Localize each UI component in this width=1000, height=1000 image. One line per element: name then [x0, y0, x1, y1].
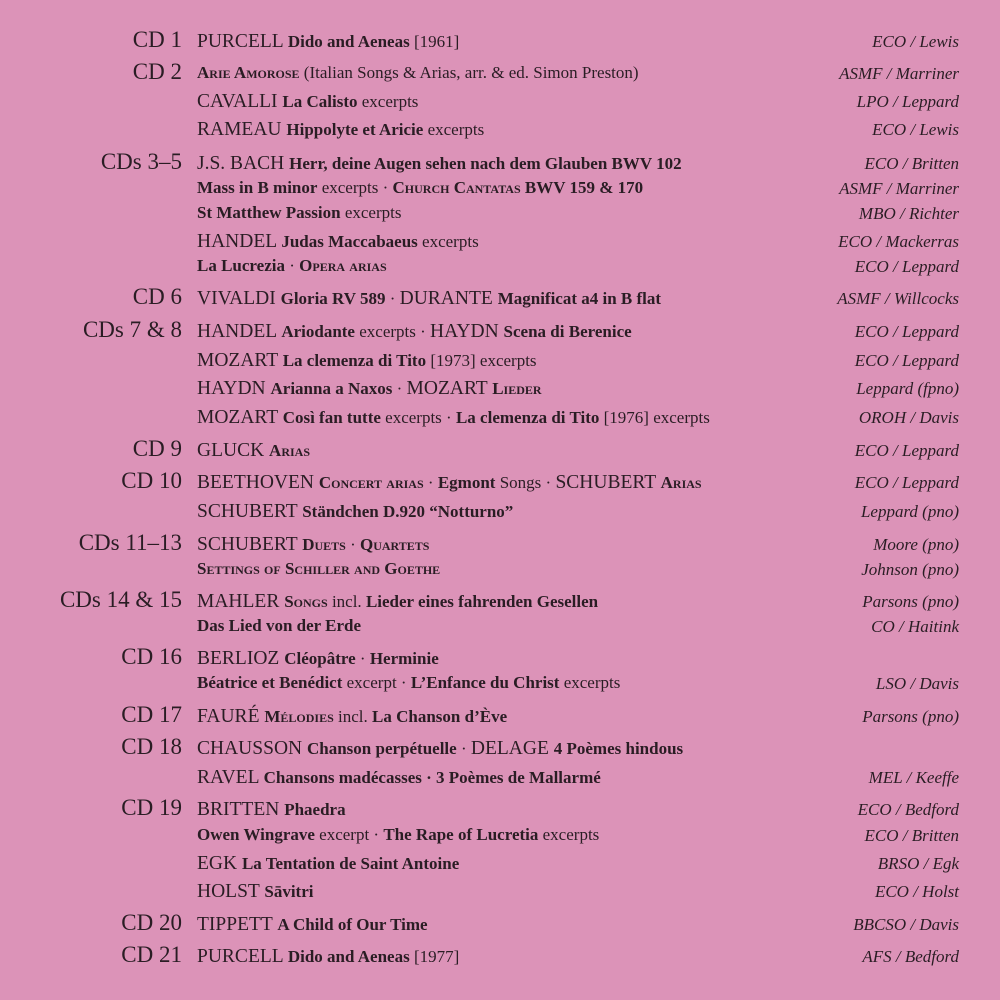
cd-number: CD 2 [132, 59, 182, 84]
composer-name: BERLIOZ [197, 648, 285, 669]
performers: ECO / Lewis [872, 120, 959, 139]
composer-name: MOZART [197, 407, 283, 428]
performers: Johnson (pno) [861, 560, 959, 579]
work-title [197, 799, 346, 821]
work-segment: [1961] [409, 32, 460, 51]
performers: LSO / Davis [875, 674, 959, 693]
work-title [197, 738, 683, 760]
work-segment: La Lucrezia [197, 256, 285, 275]
work-segment: Duets [302, 535, 346, 554]
composer-name: MAHLER [197, 591, 285, 612]
composer-name: VIVALDI [197, 288, 281, 309]
work-segment: [1973] excerpts [426, 351, 537, 370]
work-title [197, 472, 702, 494]
work-segment: excerpts [559, 673, 621, 692]
work-title [197, 825, 599, 845]
performers: ASMF / Marriner [839, 179, 959, 198]
composer-name: HOLST [197, 881, 265, 902]
work-segment: excerpts [340, 203, 402, 222]
performers: ECO / Holst [874, 882, 959, 901]
cd-number: CD 20 [121, 910, 182, 935]
cd-number: CD 19 [121, 795, 182, 820]
performers: ECO / Leppard [854, 322, 959, 341]
cd-number: CDs 3–5 [100, 149, 182, 174]
composer-name: FAURÉ [197, 706, 265, 727]
work-segment: excerpts [417, 232, 479, 251]
performers: BBCSO / Davis [853, 915, 959, 934]
cd-number: CD 21 [121, 942, 182, 967]
work-segment: The Rape of Lucretia [383, 825, 539, 844]
composer-name: PURCELL [197, 946, 288, 967]
work-title [197, 119, 484, 141]
composer-name: EGK [197, 853, 242, 874]
cd-number: CD 18 [121, 734, 182, 759]
work-segment: Songs · [495, 473, 556, 492]
work-title [197, 616, 361, 636]
composer-name: HANDEL [197, 321, 282, 342]
composer-name: PURCELL [197, 31, 288, 52]
work-segment: Songs [284, 592, 328, 611]
performers: ECO / Britten [864, 154, 959, 173]
work-title [197, 914, 428, 936]
composer-name: BRITTEN [197, 799, 285, 820]
work-title [197, 407, 710, 429]
work-segment: Lieder [492, 379, 542, 398]
performers: BRSO / Egk [877, 854, 959, 873]
work-segment: excerpts [357, 92, 419, 111]
work-segment: Judas Maccabaeus [281, 232, 418, 251]
work-segment: Béatrice et Benédict [197, 673, 343, 692]
work-segment: Phaedra [284, 800, 346, 819]
composer-name: CHAUSSON [197, 738, 307, 759]
work-segment: Cléopâtre [284, 649, 356, 668]
composer-name: SCHUBERT [555, 472, 661, 493]
work-segment: Opera arias [299, 256, 387, 275]
work-title [197, 31, 459, 53]
work-title [197, 178, 643, 198]
work-segment: Mass in B minor [197, 178, 318, 197]
performers: ECO / Lewis [872, 32, 959, 51]
work-segment: Hippolyte et Aricie [286, 120, 424, 139]
performers: Moore (pno) [873, 535, 959, 554]
work-segment: Quartets [360, 535, 430, 554]
work-title [197, 378, 542, 400]
cd-number: CDs 7 & 8 [82, 317, 182, 342]
composer-name: HAYDN [197, 378, 271, 399]
work-segment: · [385, 289, 400, 308]
work-segment: Das Lied von der Erde [197, 616, 362, 635]
performers: ECO / Leppard [854, 441, 959, 460]
composer-name: RAMEAU [197, 119, 287, 140]
work-segment: La clemenza di Tito [455, 408, 600, 427]
work-title [197, 153, 682, 175]
work-segment: Ariodante [281, 322, 355, 341]
work-segment: Herr, deine Augen sehen nach dem Glauben BWV 102 [289, 154, 682, 173]
work-title [197, 767, 601, 789]
work-segment: Egmont [437, 473, 496, 492]
work-segment: Mélodies [264, 707, 334, 726]
work-segment: · [423, 473, 438, 492]
work-segment: La Calisto [282, 92, 358, 111]
performers: Leppard (pno) [860, 502, 959, 521]
performers: OROH / Davis [858, 408, 959, 427]
work-segment: [1976] excerpts [599, 408, 710, 427]
performers: AFS / Bedford [862, 947, 959, 966]
work-segment: Church Cantatas BWV 159 & 170 [392, 178, 644, 197]
composer-name: DURANTE [399, 288, 498, 309]
work-title [197, 63, 639, 83]
work-segment: Chansons madécasses · 3 Poèmes de Mallarmé [263, 768, 601, 787]
work-title [197, 256, 387, 276]
work-segment: Lieder eines fahrenden Gesellen [365, 592, 599, 611]
work-segment: excerpts · [380, 408, 456, 427]
performers: ECO / Britten [864, 826, 959, 845]
cd-number: CD 1 [132, 27, 182, 52]
work-segment: Arias [660, 473, 702, 492]
cd-number: CDs 14 & 15 [59, 587, 182, 612]
performers: MEL / Keeffe [868, 768, 959, 787]
composer-name: MOZART [406, 378, 493, 399]
work-segment: Magnificat a4 in B flat [497, 289, 662, 308]
work-segment: excerpts [538, 825, 600, 844]
performers: ECO / Leppard [854, 351, 959, 370]
work-segment: · [456, 739, 471, 758]
performers: Leppard (fpno) [856, 379, 959, 398]
cd-number: CD 9 [132, 436, 182, 461]
performers: ECO / Mackerras [838, 232, 959, 251]
work-segment: · [345, 535, 360, 554]
work-segment: incl. [327, 592, 366, 611]
work-segment: Chanson perpétuelle [306, 739, 457, 758]
composer-name: TIPPETT [197, 914, 278, 935]
work-title [197, 591, 598, 613]
composer-name: MOZART [197, 350, 283, 371]
cd-number: CD 6 [132, 284, 182, 309]
work-title [197, 853, 459, 875]
work-segment: La Chanson d’Ève [372, 707, 508, 726]
work-segment: (Italian Songs & Arias, arr. & ed. Simon Preston) [299, 63, 639, 82]
work-segment: L’Enfance du Christ [410, 673, 560, 692]
work-segment: Ständchen D.920 “Notturno” [302, 502, 514, 521]
work-title [197, 91, 418, 113]
work-segment: Gloria RV 589 [280, 289, 386, 308]
work-segment: Così fan tutte [282, 408, 381, 427]
work-title [197, 350, 537, 372]
performers: Parsons (pno) [862, 592, 959, 611]
cd-number: CD 10 [121, 468, 182, 493]
work-segment: excerpts · [354, 322, 431, 341]
performers: ECO / Leppard [854, 257, 959, 276]
composer-name: BEETHOVEN [197, 472, 319, 493]
work-segment: excerpts · [317, 178, 393, 197]
composer-name: J.S. BACH [197, 153, 290, 174]
work-segment: Dido and Aeneas [287, 947, 410, 966]
work-title [197, 321, 632, 343]
work-title [197, 231, 479, 253]
cd-number: CD 16 [121, 644, 182, 669]
cd-number: CDs 11–13 [78, 530, 182, 555]
performers: ECO / Bedford [857, 800, 959, 819]
work-segment: · [355, 649, 370, 668]
work-segment: Scena di Berenice [503, 322, 632, 341]
work-segment: excerpt · [342, 673, 411, 692]
composer-name: DELAGE [470, 738, 554, 759]
work-title [197, 706, 507, 728]
performers: LPO / Leppard [856, 92, 959, 111]
work-segment: Arias [269, 441, 310, 460]
work-segment: · [284, 256, 300, 275]
performers: ASMF / Marriner [839, 64, 959, 83]
composer-name: RAVEL [197, 767, 264, 788]
work-title [197, 203, 401, 223]
work-segment: excerpts [423, 120, 485, 139]
work-title [197, 881, 313, 903]
cd-number: CD 17 [121, 702, 182, 727]
work-title [197, 534, 430, 556]
work-segment: excerpt · [314, 825, 384, 844]
composer-name: GLUCK [197, 440, 270, 461]
work-title [197, 501, 513, 523]
work-segment: Sāvitri [264, 882, 314, 901]
composer-name: HANDEL [197, 231, 282, 252]
work-segment: Concert arias [318, 473, 424, 492]
work-segment: A Child of Our Time [277, 915, 428, 934]
work-segment: 4 Poèmes hindous [553, 739, 684, 758]
work-segment: Arianna a Naxos [270, 379, 393, 398]
work-segment: St Matthew Passion [197, 203, 341, 222]
work-segment: La Tentation de Saint Antoine [241, 854, 460, 873]
performers: Parsons (pno) [862, 707, 959, 726]
composer-name: HAYDN [430, 321, 504, 342]
work-title [197, 288, 661, 310]
performers: ASMF / Willcocks [837, 289, 959, 308]
composer-name: CAVALLI [197, 91, 283, 112]
work-segment: La clemenza di Tito [282, 351, 427, 370]
work-title [197, 648, 439, 670]
work-segment: incl. [333, 707, 373, 726]
work-segment: [1977] [409, 947, 460, 966]
work-title [197, 673, 620, 693]
work-segment: Owen Wingrave [197, 825, 315, 844]
work-segment: Arie Amorose [197, 63, 300, 82]
performers: CO / Haitink [871, 617, 959, 636]
work-segment: Dido and Aeneas [287, 32, 410, 51]
performers: ECO / Leppard [854, 473, 959, 492]
work-title [197, 559, 440, 579]
work-segment: Herminie [369, 649, 439, 668]
composer-name: SCHUBERT [197, 501, 303, 522]
work-segment: Settings of Schiller and Goethe [197, 559, 441, 578]
work-title [197, 440, 310, 462]
performers: MBO / Richter [858, 204, 959, 223]
work-segment: · [392, 379, 407, 398]
work-title [197, 946, 459, 968]
composer-name: SCHUBERT [197, 534, 303, 555]
